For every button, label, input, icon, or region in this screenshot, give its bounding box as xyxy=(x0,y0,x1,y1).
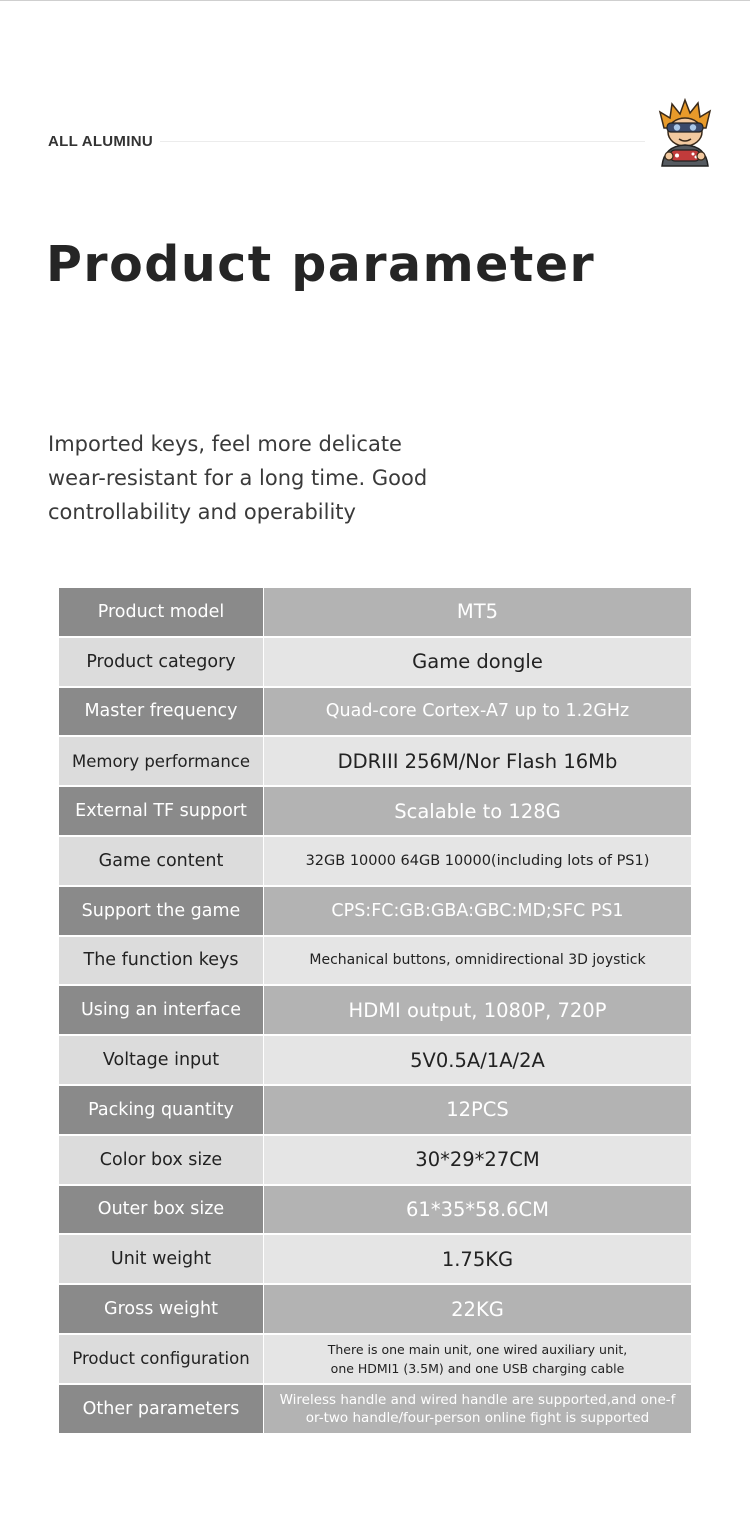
spec-value xyxy=(264,1385,691,1433)
spec-label: Product model xyxy=(59,588,263,636)
spec-label: Master frequency xyxy=(59,688,263,736)
spec-label: Product configuration xyxy=(59,1335,263,1383)
spec-label: Support the game xyxy=(59,887,263,935)
spec-row-packing-quantity xyxy=(59,1086,691,1134)
spec-row-support-the-game xyxy=(59,887,691,935)
spec-value: Quad-core Cortex-A7 up to 1.2GHz xyxy=(264,688,691,736)
spec-value: 32GB 10000 64GB 10000(including lots of PS1) xyxy=(264,837,691,885)
intro-text xyxy=(48,427,508,529)
spec-row-function-keys xyxy=(59,937,691,985)
spec-row-product-model xyxy=(59,588,691,636)
spec-value: MT5 xyxy=(264,588,691,636)
spec-label: Memory performance xyxy=(59,737,263,785)
spec-row-other-parameters xyxy=(59,1385,691,1433)
spec-value: 1.75KG xyxy=(264,1235,691,1283)
spec-label: Voltage input xyxy=(59,1036,263,1084)
spec-value: 5V0.5A/1A/2A xyxy=(264,1036,691,1084)
page-title: Product parameter xyxy=(46,236,596,293)
spec-label: Color box size xyxy=(59,1136,263,1184)
spec-value xyxy=(264,1335,691,1383)
spec-value: DDRIII 256M/Nor Flash 16Mb xyxy=(264,737,691,785)
top-divider xyxy=(0,0,750,1)
spec-value: 61*35*58.6CM xyxy=(264,1186,691,1234)
spec-row-product-category xyxy=(59,638,691,686)
spec-label: Gross weight xyxy=(59,1285,263,1333)
spec-value: CPS:FC:GB:GBA:GBC:MD;SFC PS1 xyxy=(264,887,691,935)
spec-row-unit-weight xyxy=(59,1235,691,1283)
spec-row-gross-weight xyxy=(59,1285,691,1333)
spec-row-game-content xyxy=(59,837,691,885)
spec-value-line: one HDMI1 (3.5M) and one USB charging cable xyxy=(330,1360,625,1376)
spec-value-line: There is one main unit, one wired auxiliary unit, xyxy=(327,1341,628,1357)
spec-table xyxy=(59,588,691,1435)
spec-value-line: or-two handle/four-person online fight is supported xyxy=(305,1409,650,1426)
spec-label: Game content xyxy=(59,837,263,885)
spec-value: Scalable to 128G xyxy=(264,787,691,835)
spec-label: Outer box size xyxy=(59,1186,263,1234)
spec-label: Packing quantity xyxy=(59,1086,263,1134)
spec-label: The function keys xyxy=(59,937,263,985)
spec-row-product-configuration xyxy=(59,1335,691,1383)
spec-row-voltage-input xyxy=(59,1036,691,1084)
spec-value: 12PCS xyxy=(264,1086,691,1134)
intro-line: Imported keys, feel more delicate xyxy=(48,432,402,456)
spec-row-memory-performance xyxy=(59,737,691,785)
spec-row-using-an-interface xyxy=(59,986,691,1034)
spec-row-outer-box-size xyxy=(59,1186,691,1234)
spec-row-color-box-size xyxy=(59,1136,691,1184)
spec-label: External TF support xyxy=(59,787,263,835)
spec-value: HDMI output, 1080P, 720P xyxy=(264,986,691,1034)
intro-line: controllability and operability xyxy=(48,500,356,524)
spec-value: 30*29*27CM xyxy=(264,1136,691,1184)
spec-value-line: Wireless handle and wired handle are supported,and one-f xyxy=(279,1391,676,1408)
spec-value: 22KG xyxy=(264,1285,691,1333)
spec-label: Other parameters xyxy=(59,1385,263,1433)
header-divider xyxy=(160,141,645,142)
spec-value: Game dongle xyxy=(264,638,691,686)
spec-label: Using an interface xyxy=(59,986,263,1034)
brand-label: ALL ALUMINU xyxy=(48,133,153,150)
spec-row-master-frequency xyxy=(59,688,691,736)
spec-value: Mechanical buttons, omnidirectional 3D joystick xyxy=(264,937,691,985)
spec-row-external-tf-support xyxy=(59,787,691,835)
spec-label: Product category xyxy=(59,638,263,686)
intro-line: wear-resistant for a long time. Good xyxy=(48,466,428,490)
spec-label: Unit weight xyxy=(59,1235,263,1283)
gamer-mascot-icon xyxy=(654,98,716,168)
